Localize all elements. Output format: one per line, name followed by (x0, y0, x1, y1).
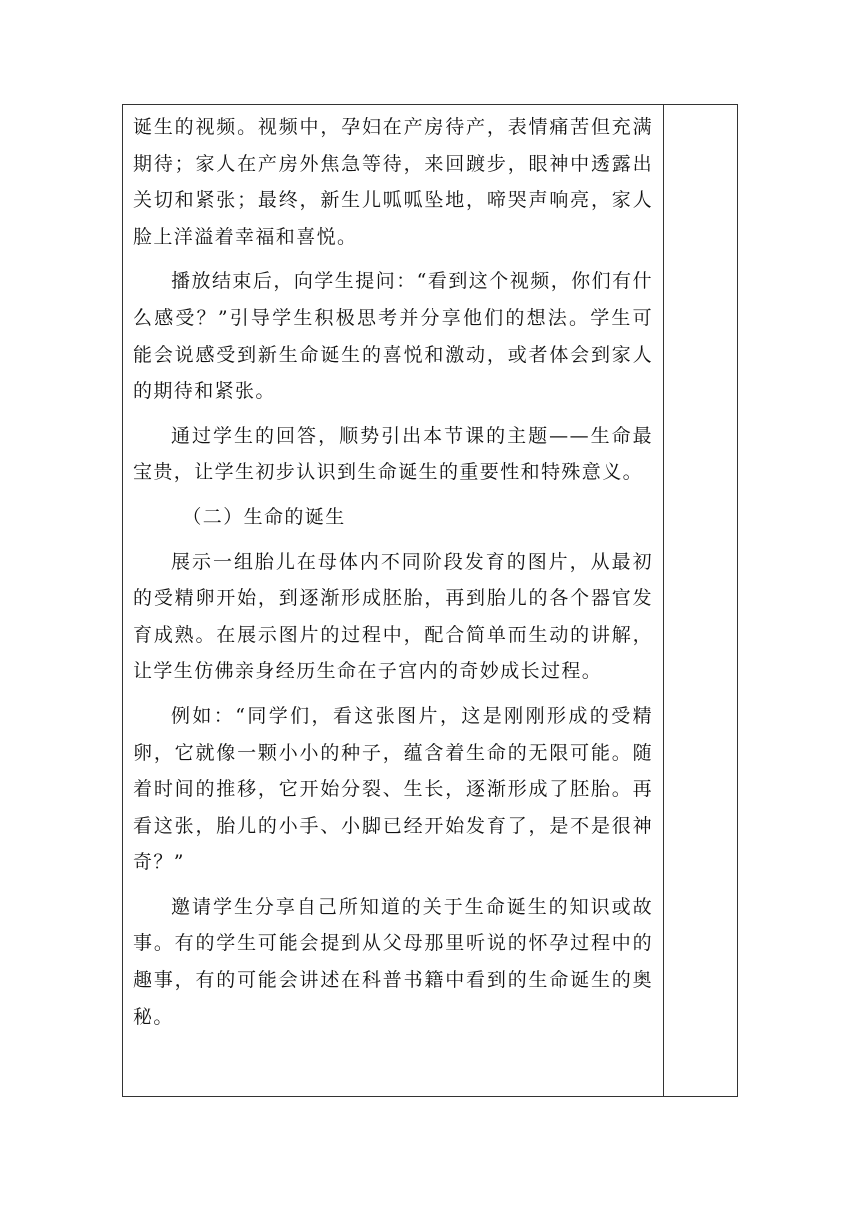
lesson-table (122, 104, 738, 1097)
notes-cell (664, 105, 737, 1096)
paragraph-example: 例如：“同学们，看这张图片，这是刚刚形成的受精卵，它就像一颗小小的种子，蕴含着生命的无限可能。随着时间的推移，它开始分裂、生长，逐渐形成了胚胎。再看这张，胎儿的小手、小脚已经开始发育了，是不是很神奇？” (133, 704, 653, 874)
paragraph-topic-intro: 通过学生的回答，顺势引出本节课的主题——生命最宝贵，让学生初步认识到生命诞生的重要性和特殊意义。 (133, 424, 653, 484)
paragraph-student-sharing: 邀请学生分享自己所知道的关于生命诞生的知识或故事。有的学生可能会提到从父母那里听说的怀孕过程中的趣事，有的可能会讲述在科普书籍中看到的生命诞生的奥秘。 (133, 895, 653, 1028)
section-heading: （二）生命的诞生 (182, 505, 346, 528)
lesson-content-cell (133, 109, 653, 1043)
paragraph-question: 播放结束后，向学生提问：“看到这个视频，你们有什么感受？”引导学生积极思考并分享他们的想法。学生可能会说感受到新生命诞生的喜悦和激动，或者体会到家人的期待和紧张。 (133, 270, 653, 403)
paragraph-fetal-images: 展示一组胎儿在母体内不同阶段发育的图片，从最初的受精卵开始，到逐渐形成胚胎，再到胎儿的各个器官发育成熟。在展示图片的过程中，配合简单而生动的讲解，让学生仿佛亲身经历生命在子宫内的奇妙成长过程。 (133, 550, 653, 683)
paragraph-video-description: 诞生的视频。视频中，孕妇在产房待产，表情痛苦但充满期待；家人在产房外焦急等待，来回踱步，眼神中透露出关切和紧张；最终，新生儿呱呱坠地，啼哭声响亮，家人脸上洋溢着幸福和喜悦。 (133, 116, 653, 248)
